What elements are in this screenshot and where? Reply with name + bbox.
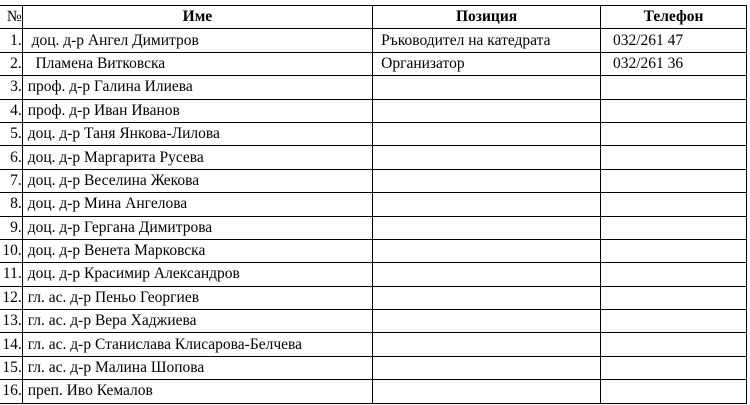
row-number: 4.: [10, 101, 22, 119]
row-position: [373, 286, 601, 309]
row-phone: [601, 356, 747, 379]
row-number-cell: [0, 263, 22, 286]
row-number-cell: [0, 122, 22, 145]
row-position: [373, 76, 601, 99]
row-position: [373, 239, 601, 262]
row-number: 13.: [2, 312, 22, 330]
row-name: Пламена Витковска: [22, 52, 372, 75]
row-number: 1.: [10, 31, 22, 49]
row-phone: [601, 310, 747, 333]
row-name: доц. д-р Гергана Димитрова: [22, 216, 372, 239]
row-number: 3.: [10, 78, 22, 96]
table-row: [0, 356, 747, 379]
row-number-cell: [0, 29, 22, 52]
row-number-cell: [0, 216, 22, 239]
row-name: доц. д-р Таня Янкова-Лилова: [22, 122, 372, 145]
row-position: [373, 122, 601, 145]
row-number-cell: [0, 356, 22, 379]
row-number-cell: [0, 286, 22, 309]
row-position: Организатор: [373, 52, 601, 75]
row-number: 8.: [10, 195, 22, 213]
row-phone: [601, 146, 747, 169]
row-number: 6.: [10, 148, 22, 166]
row-name: гл. ас. д-р Вера Хаджиева: [22, 310, 372, 333]
row-number-cell: [0, 76, 22, 99]
table-row: [0, 380, 747, 403]
row-phone: 032/261 36: [601, 52, 747, 75]
row-phone: [601, 169, 747, 192]
header-position: Позиция: [373, 6, 601, 29]
table-row: [0, 52, 747, 75]
row-phone: 032/261 47: [601, 29, 747, 52]
row-position: [373, 380, 601, 403]
table-header-row: [0, 6, 747, 29]
table-row: [0, 193, 747, 216]
table-row: [0, 169, 747, 192]
row-number: 15.: [2, 359, 22, 377]
row-number: 2.: [10, 54, 22, 72]
table-row: [0, 286, 747, 309]
table-row: [0, 122, 747, 145]
row-position: [373, 333, 601, 356]
row-number: 5.: [10, 125, 22, 143]
row-position: [373, 356, 601, 379]
row-name: доц. д-р Венета Марковска: [22, 239, 372, 262]
row-position: [373, 310, 601, 333]
row-position: [373, 193, 601, 216]
table-row: [0, 29, 747, 52]
row-number: 14.: [2, 335, 22, 353]
row-name: доц. д-р Красимир Александров: [22, 263, 372, 286]
row-name: гл. ас. д-р Пеньо Георгиев: [22, 286, 372, 309]
table-row: [0, 99, 747, 122]
row-position: [373, 216, 601, 239]
row-phone: [601, 193, 747, 216]
row-name: доц. д-р Маргарита Русева: [22, 146, 372, 169]
row-number-cell: [0, 99, 22, 122]
row-number-cell: [0, 310, 22, 333]
row-number: 12.: [2, 288, 22, 306]
row-number: 10.: [2, 242, 22, 260]
table-row: [0, 263, 747, 286]
row-position: [373, 99, 601, 122]
table-row: [0, 333, 747, 356]
row-name: преп. Иво Кемалов: [22, 380, 372, 403]
row-name: гл. ас. д-р Станислава Клисарова-Белчева: [22, 333, 372, 356]
row-phone: [601, 239, 747, 262]
row-position: [373, 169, 601, 192]
row-number-cell: [0, 333, 22, 356]
row-position: Ръководител на катедрата: [373, 29, 601, 52]
row-name: доц. д-р Веселина Жекова: [22, 169, 372, 192]
row-number: 7.: [10, 171, 22, 189]
row-phone: [601, 122, 747, 145]
table-row: [0, 146, 747, 169]
staff-table: [0, 5, 747, 404]
header-phone: Телефон: [601, 6, 747, 29]
row-position: [373, 263, 601, 286]
row-number: 11.: [2, 265, 22, 283]
row-name: доц. д-р Мина Ангелова: [22, 193, 372, 216]
row-phone: [601, 333, 747, 356]
row-number-cell: [0, 52, 22, 75]
row-name: проф. д-р Иван Иванов: [22, 99, 372, 122]
row-number-cell: [0, 146, 22, 169]
header-name: Име: [22, 6, 372, 29]
row-phone: [601, 263, 747, 286]
row-number-cell: [0, 193, 22, 216]
row-phone: [601, 286, 747, 309]
row-number: 9.: [10, 218, 22, 236]
row-phone: [601, 76, 747, 99]
header-number: №: [0, 6, 22, 29]
row-phone: [601, 216, 747, 239]
row-phone: [601, 380, 747, 403]
table-row: [0, 239, 747, 262]
table-row: [0, 216, 747, 239]
row-number-cell: [0, 239, 22, 262]
row-number-cell: [0, 169, 22, 192]
row-position: [373, 146, 601, 169]
row-number-cell: [0, 380, 22, 403]
row-number: 16.: [2, 382, 22, 400]
row-name: проф. д-р Галина Илиева: [22, 76, 372, 99]
table-row: [0, 76, 747, 99]
row-name: доц. д-р Ангел Димитров: [22, 29, 372, 52]
table-row: [0, 310, 747, 333]
row-phone: [601, 99, 747, 122]
row-name: гл. ас. д-р Малина Шопова: [22, 356, 372, 379]
